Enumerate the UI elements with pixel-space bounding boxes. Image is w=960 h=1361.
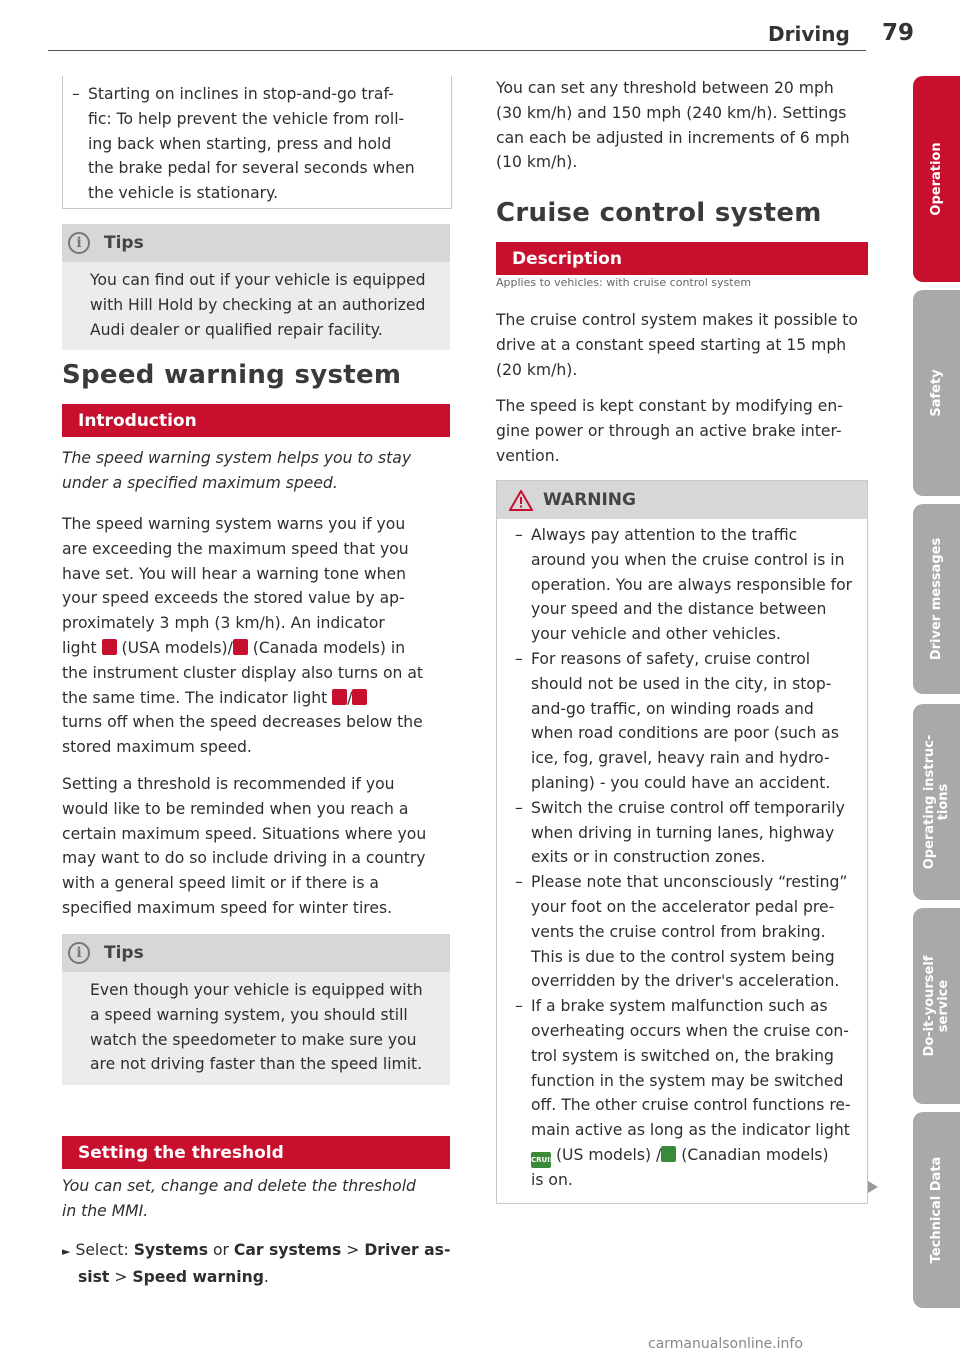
speed-warning-paragraph — [62, 512, 458, 760]
bullet-line: ing back when starting, press and hold — [88, 134, 392, 153]
text: Select: — [75, 1241, 129, 1259]
step-arrow-icon: ► — [62, 1245, 71, 1258]
side-tab-operation[interactable] — [913, 76, 960, 282]
para-line: The cruise control system makes it possible to — [496, 311, 858, 329]
para-line: stored maximum speed. — [62, 738, 252, 757]
para-line — [62, 686, 458, 711]
tips-label: Tips — [104, 233, 144, 253]
threshold-summary — [62, 1174, 458, 1224]
warning-line: Switch the cruise control off temporarily — [531, 798, 845, 817]
menu-path-driver-assist: Driver as- — [364, 1241, 451, 1259]
tips-box-speedometer — [62, 934, 450, 1085]
warning-line: planing) - you could have an accident. — [531, 773, 831, 792]
text: > — [346, 1241, 360, 1259]
para-line: gine power or through an active brake inter- — [496, 421, 842, 440]
text: or — [213, 1241, 229, 1259]
text: . — [263, 1267, 269, 1286]
cruise-indicator-canada-icon — [661, 1146, 676, 1162]
summary-line: in the MMI. — [62, 1201, 149, 1220]
warning-line: off. The other cruise control functions re- — [531, 1096, 851, 1115]
warning-line: your speed and the distance between — [531, 600, 827, 619]
para-line: certain maximum speed. Situations where you — [62, 824, 427, 843]
para-line: (10 km/h). — [496, 153, 578, 172]
warning-line: operation. You are always responsible for — [531, 575, 853, 594]
bullet-line: the vehicle is stationary. — [88, 184, 279, 203]
warning-line: ice, fog, gravel, heavy rain and hydro- — [531, 749, 830, 768]
warning-triangle-icon — [509, 490, 533, 511]
warning-line: Please note that unconsciously “resting” — [531, 873, 848, 892]
warning-line: your foot on the accelerator pedal pre- — [531, 897, 835, 916]
bullet-line: Starting on inclines in stop-and-go traf- — [88, 85, 394, 103]
text: (Canadian models) — [681, 1145, 829, 1164]
text: the same time. The indicator light — [62, 688, 328, 707]
warning-item: – Switch the cruise control off temporarily when driving in turning lanes, highway exits or in construction zones. — [505, 796, 853, 870]
warning-line: overridden by the driver's acceleration. — [531, 972, 840, 991]
tips-line: Even though your vehicle is equipped with — [90, 981, 423, 999]
info-icon: i — [68, 232, 90, 254]
tips-label: Tips — [104, 943, 144, 963]
warning-line: and-go traffic, on winding roads and — [531, 699, 814, 718]
tips-line: a speed warning system, you should still — [90, 1005, 408, 1024]
warning-line — [531, 1143, 853, 1168]
text: (USA models)/ — [121, 638, 233, 657]
bullet-item: – Starting on inclines in stop-and-go traf- — [72, 85, 394, 103]
text: (US models) / — [555, 1145, 662, 1164]
para-line: turns off when the speed decreases below the — [62, 713, 423, 732]
speed-warning-indicator-usa-icon — [102, 639, 117, 655]
para-line: Setting a threshold is recommended if you — [62, 775, 395, 793]
warning-item: – For reasons of safety, cruise control should not be used in the city, in stop- and-go traffic, on winding roads and when road conditions are poor (such as ice, fog, gravel, heavy rain and hydro- planing) - you could have an accident. — [505, 647, 853, 796]
warning-line: If a brake system malfunction such as — [531, 997, 828, 1016]
para-line: vention. — [496, 446, 560, 465]
introduction-bar: Introduction — [62, 404, 450, 437]
cruise-indicator-us-icon: CRUISE — [531, 1152, 551, 1168]
side-tab-operating-instructions[interactable] — [913, 704, 960, 900]
para-line: proximately 3 mph (3 km/h). An indicator — [62, 614, 385, 633]
warning-line: is on. — [531, 1170, 573, 1189]
speed-warning-indicator-usa-icon — [332, 689, 347, 705]
warning-line: your vehicle and other vehicles. — [531, 625, 781, 644]
side-tab-label: Operating instruc- tions — [921, 734, 951, 870]
hill-hold-bullet — [62, 82, 450, 206]
warning-line: Always pay attention to the traffic — [531, 526, 798, 544]
description-bar: Description — [496, 242, 868, 275]
text: > — [114, 1267, 128, 1286]
warning-line: around you when the cruise control is in — [531, 550, 845, 569]
text: light — [62, 638, 97, 657]
cruise-control-heading: Cruise control system — [496, 198, 822, 228]
tips-line: watch the speedometer to make sure you — [90, 1030, 417, 1049]
tips-line: You can find out if your vehicle is equipped — [90, 271, 426, 289]
running-header: Driving — [768, 22, 850, 46]
para-line: The speed warning system warns you if you — [62, 515, 406, 533]
warning-line: when road conditions are poor (such as — [531, 724, 839, 743]
menu-path-car-systems: Car systems — [233, 1241, 342, 1259]
instruction-line — [62, 1265, 458, 1290]
tips-line: with Hill Hold by checking at an authorized — [90, 295, 426, 314]
threshold-range-paragraph — [496, 76, 886, 175]
tips-line: are not driving faster than the speed limit. — [90, 1055, 423, 1074]
tips-header — [62, 224, 450, 262]
warning-item: – Always pay attention to the traffic around you when the cruise control is in operation. You are always responsible for your speed and the distance between your vehicle and other vehicles. — [505, 523, 853, 647]
para-line: would like to be reminded when you reach a — [62, 799, 409, 818]
para-line: specified maximum speed for winter tires. — [62, 898, 393, 917]
side-tab-label: Safety — [928, 369, 944, 417]
intro-line: The speed warning system helps you to stay — [62, 449, 412, 467]
header-rule — [48, 50, 866, 51]
menu-path-driver-assist-cont: sist — [78, 1267, 110, 1286]
para-line: are exceeding the maximum speed that you — [62, 539, 409, 558]
warning-box — [496, 480, 868, 1204]
side-tab-driver-messages[interactable] — [913, 504, 960, 694]
summary-line: You can set, change and delete the threshold — [62, 1177, 416, 1195]
text: / — [347, 688, 353, 707]
para-line: may want to do so include driving in a country — [62, 849, 426, 868]
para-line: can each be adjusted in increments of 6 mph — [496, 128, 850, 147]
warning-label: WARNING — [543, 490, 636, 510]
warning-line: function in the system may be switched — [531, 1071, 844, 1090]
side-tab-label: Driver messages — [928, 537, 944, 661]
para-line: have set. You will hear a warning tone when — [62, 564, 407, 583]
tips-header — [62, 934, 450, 972]
para-line: drive at a constant speed starting at 15 mph — [496, 335, 847, 354]
warning-line: vents the cruise control from braking. — [531, 922, 826, 941]
bullet-line: the brake pedal for several seconds when — [88, 159, 415, 178]
text: (Canada models) in — [252, 638, 406, 657]
para-line: the instrument cluster display also turns on at — [62, 663, 424, 682]
side-tab-safety[interactable] — [913, 290, 960, 496]
para-line: The speed is kept constant by modifying en- — [496, 397, 843, 415]
para-line: (30 km/h) and 150 mph (240 km/h). Settings — [496, 103, 847, 122]
footer-watermark: carmanualsonline.info — [648, 1336, 803, 1352]
tips-body — [62, 262, 450, 350]
instruction-line — [62, 1238, 458, 1265]
select-instruction — [62, 1238, 458, 1290]
speed-warning-indicator-canada-icon — [352, 689, 367, 705]
warning-body — [497, 519, 867, 1193]
cruise-intro-paragraph — [496, 308, 886, 382]
side-tab-do-it-yourself-service[interactable] — [913, 908, 960, 1104]
speed-warning-heading: Speed warning system — [62, 360, 402, 390]
menu-path-systems: Systems — [133, 1241, 209, 1259]
warning-line: This is due to the control system being — [531, 947, 835, 966]
warning-line: For reasons of safety, cruise control — [531, 649, 811, 668]
page-number: 79 — [882, 20, 915, 46]
warning-line: exits or in construction zones. — [531, 848, 766, 867]
warning-header — [497, 481, 867, 519]
para-line: with a general speed limit or if there is a — [62, 874, 379, 893]
applies-to-note: Applies to vehicles: with cruise control system — [496, 276, 752, 289]
side-tab-label: Operation — [928, 142, 944, 216]
warning-item: – If a brake system malfunction such as overheating occurs when the cruise con- trol system is switched on, the braking function in the system may be switched off. The other cruise control functions re- main active as long as the indicator light CRUISE (US models) / (Canadian models) is on. — [505, 994, 853, 1193]
para-line: You can set any threshold between 20 mph — [496, 79, 834, 97]
info-icon: i — [68, 942, 90, 964]
continued-arrow-icon — [866, 1180, 880, 1194]
warning-line: should not be used in the city, in stop- — [531, 674, 832, 693]
para-line — [62, 636, 458, 661]
intro-line: under a specified maximum speed. — [62, 473, 338, 492]
cruise-speed-paragraph — [496, 394, 886, 468]
tips-line: Audi dealer or qualified repair facility. — [90, 320, 383, 339]
menu-path-speed-warning: Speed warning — [132, 1267, 264, 1286]
para-line: your speed exceeds the stored value by ap- — [62, 589, 405, 608]
intro-summary — [62, 446, 452, 496]
warning-line: trol system is switched on, the braking — [531, 1046, 834, 1065]
warning-line: when driving in turning lanes, highway — [531, 823, 835, 842]
bullet-line: fic: To help prevent the vehicle from roll- — [88, 109, 405, 128]
speed-warning-indicator-canada-icon — [233, 639, 248, 655]
para-line: (20 km/h). — [496, 360, 578, 379]
warning-item: – Please note that unconsciously “resting” your foot on the accelerator pedal pre- vents the cruise control from braking. This is due to the control system being overridden by the driver's acceleration. — [505, 870, 853, 994]
side-tab-label: Do-it-yourself service — [921, 955, 951, 1057]
tips-body — [62, 972, 450, 1085]
threshold-recommend-paragraph — [62, 772, 458, 921]
setting-threshold-bar: Setting the threshold — [62, 1136, 450, 1169]
side-tab-technical-data[interactable] — [913, 1112, 960, 1308]
tips-box-hill-hold — [62, 224, 450, 350]
side-tab-label: Technical Data — [928, 1156, 944, 1264]
bullet-item-continuation — [62, 107, 450, 206]
warning-line: main active as long as the indicator light — [531, 1121, 850, 1140]
warning-line: overheating occurs when the cruise con- — [531, 1021, 849, 1040]
